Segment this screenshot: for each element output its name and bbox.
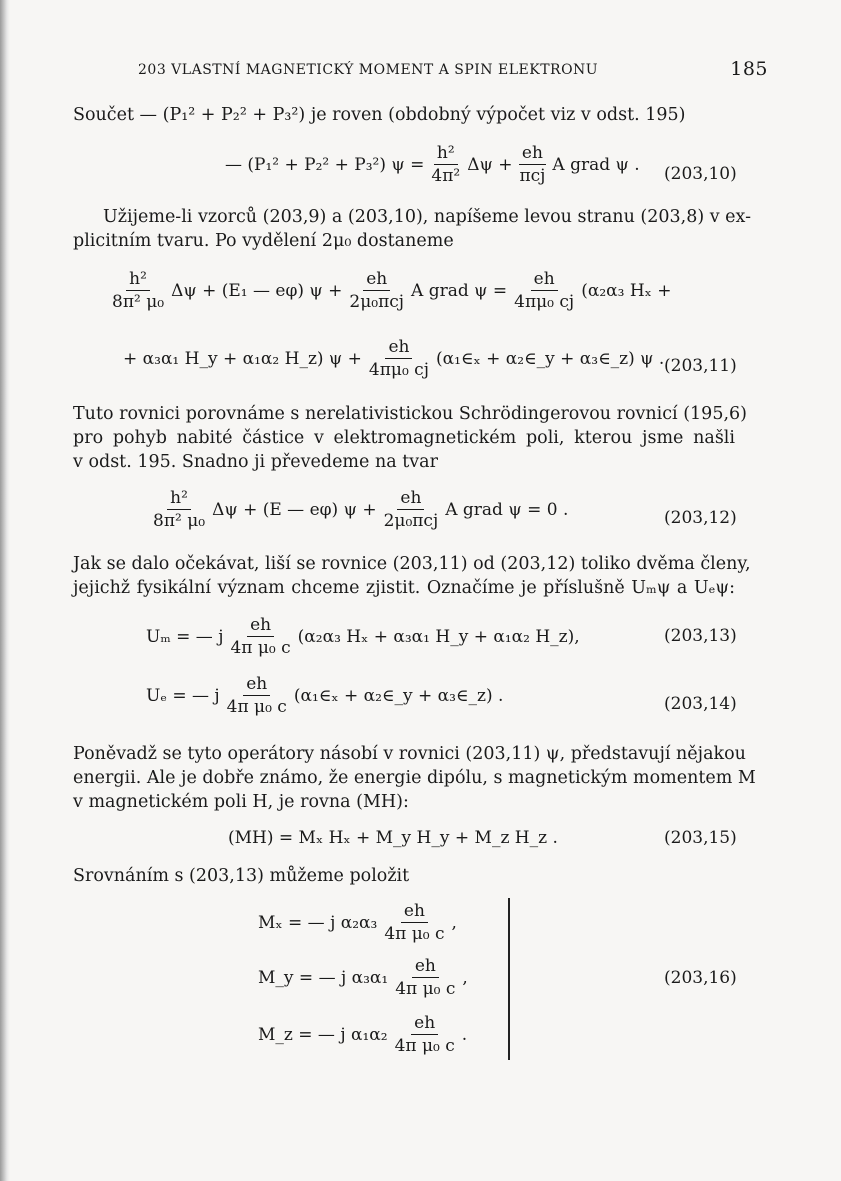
- denominator: 2μ₀πcj: [349, 292, 405, 312]
- equation-term: Δψ +: [467, 154, 513, 175]
- denominator: 4π μ₀ c: [226, 697, 287, 717]
- equation-lhs: Uₘ = — j: [146, 626, 224, 647]
- fraction: [224, 673, 290, 718]
- equation-number: (203,13): [664, 626, 737, 646]
- paragraph-text: Tuto rovnici porovnáme s nerelativistickou Schrödingerovou rovnicí (195,6): [73, 404, 747, 424]
- equation-number: (203,16): [664, 968, 737, 988]
- equation-number: (203,12): [664, 508, 737, 528]
- fraction: [346, 268, 407, 313]
- equation-203-16-row-z: [258, 1012, 467, 1057]
- denominator: 4π μ₀ c: [230, 638, 291, 658]
- equation-rhs: (α₂α₃ Hₓ +: [581, 280, 672, 301]
- running-header: [138, 58, 768, 80]
- equation-lhs: + α₃α₁ H_y + α₁α₂ H_z) ψ +: [123, 348, 362, 369]
- equation-number: (203,14): [664, 694, 737, 714]
- equation-203-16-row-x: [258, 900, 457, 945]
- numerator: eh: [385, 336, 412, 359]
- denominator: 4πμ₀ cj: [368, 360, 429, 380]
- fraction: [227, 614, 293, 659]
- paragraph-text: energii. Ale je dobře známo, že energie dipólu, s magnetickým momentem M: [73, 768, 756, 788]
- numerator: eh: [411, 1012, 438, 1035]
- denominator: 4π μ₀ c: [395, 979, 456, 999]
- paragraph-text: Jak se dalo očekávat, liší se rovnice (203,11) od (203,12) toliko dvěma členy,: [73, 554, 751, 574]
- equation-rhs: (α₁∈ₓ + α₂∈_y + α₃∈_z) .: [293, 685, 504, 706]
- equation-number: (203,10): [664, 164, 737, 184]
- equation-203-14: [146, 673, 503, 718]
- fraction: [392, 955, 458, 1000]
- numerator: eh: [247, 614, 274, 637]
- paragraph-text: Součet — (P₁² + P₂² + P₃²) je roven (obdobný výpočet viz v odst. 195): [73, 105, 686, 125]
- equation-term: Δψ + (E — eφ) ψ +: [212, 499, 377, 520]
- paragraph-text: Poněvadž se tyto operátory násobí v rovnici (203,11) ψ, představují nějakou: [73, 744, 746, 764]
- equation-body: (MH) = Mₓ Hₓ + M_y H_y + M_z H_z .: [228, 828, 558, 848]
- paragraph-text: jejichž fysikální význam chceme zjistit. Označíme je příslušně Uₘψ a Uₑψ:: [73, 578, 735, 598]
- punctuation: ,: [451, 912, 457, 933]
- punctuation: .: [461, 1024, 468, 1045]
- equation-number: (203,11): [664, 356, 737, 376]
- fraction: [150, 487, 208, 532]
- numerator: eh: [519, 142, 546, 165]
- equation-lhs: M_y = — j α₃α₁: [258, 967, 389, 988]
- numerator: eh: [531, 268, 558, 291]
- numerator: eh: [243, 673, 270, 696]
- numerator: eh: [397, 487, 424, 510]
- equation-rhs: (α₂α₃ Hₓ + α₃α₁ H_y + α₁α₂ H_z),: [297, 626, 580, 647]
- fraction: [428, 142, 463, 187]
- paragraph-text: v magnetickém poli H, je rovna (MH):: [73, 792, 409, 812]
- equation-lhs: Uₑ = — j: [146, 685, 220, 706]
- equation-203-16-row-y: [258, 955, 468, 1000]
- paragraph-text: plicitním tvaru. Po vydělení 2μ₀ dostaneme: [73, 231, 454, 251]
- denominator: πcj: [519, 166, 546, 186]
- equation-lhs: — (P₁² + P₂² + P₃²) ψ =: [225, 154, 425, 175]
- fraction: [511, 268, 577, 313]
- equation-203-15: [228, 828, 558, 848]
- page-number: 185: [730, 58, 768, 80]
- numerator: eh: [363, 268, 390, 291]
- equation-203-11-line2: [123, 336, 664, 381]
- equation-203-10: [225, 142, 640, 187]
- equation-term: A grad ψ =: [411, 280, 508, 301]
- equation-number: (203,15): [664, 828, 737, 848]
- fraction: [516, 142, 548, 187]
- numerator: h²: [167, 487, 191, 510]
- equation-lhs: M_z = — j α₁α₂: [258, 1024, 388, 1045]
- equation-lhs: Mₓ = — j α₂α₃: [258, 912, 378, 933]
- fraction: [109, 268, 167, 313]
- numerator: h²: [126, 268, 150, 291]
- denominator: 8π² μ₀: [112, 292, 165, 312]
- equation-203-13: [146, 614, 580, 659]
- numerator: eh: [412, 955, 439, 978]
- paragraph-text: Užijeme-li vzorců (203,9) a (203,10), napíšeme levou stranu (203,8) v ex-: [103, 207, 752, 227]
- denominator: 8π² μ₀: [153, 511, 206, 531]
- denominator: 4π μ₀ c: [384, 924, 445, 944]
- equation-rhs: A grad ψ .: [552, 154, 640, 175]
- denominator: 4π²: [431, 166, 461, 186]
- numerator: eh: [401, 900, 428, 923]
- paragraph-text: Srovnáním s (203,13) můžeme položit: [73, 866, 410, 886]
- fraction: [381, 900, 447, 945]
- equation-rhs: (α₁∈ₓ + α₂∈_y + α₃∈_z) ψ .: [435, 348, 665, 369]
- paragraph-text: v odst. 195. Snadno ji převedeme na tvar: [73, 452, 438, 472]
- fraction: [366, 336, 432, 381]
- equation-203-12: [146, 487, 568, 532]
- punctuation: ,: [462, 967, 468, 988]
- paragraph-text: pro pohyb nabité částice v elektromagnetickém poli, kterou jsme našli: [73, 428, 735, 448]
- fraction: [392, 1012, 458, 1057]
- denominator: 4π μ₀ c: [394, 1036, 455, 1056]
- denominator: 4πμ₀ cj: [514, 292, 575, 312]
- numerator: h²: [434, 142, 458, 165]
- right-brace: [508, 898, 518, 1060]
- equation-term: Δψ + (E₁ — eφ) ψ +: [171, 280, 343, 301]
- equation-rhs: A grad ψ = 0 .: [445, 499, 569, 520]
- running-title: 203 VLASTNÍ MAGNETICKÝ MOMENT A SPIN ELEKTRONU: [138, 62, 599, 78]
- fraction: [381, 487, 442, 532]
- equation-203-11-line1: [105, 268, 672, 313]
- denominator: 2μ₀πcj: [383, 511, 439, 531]
